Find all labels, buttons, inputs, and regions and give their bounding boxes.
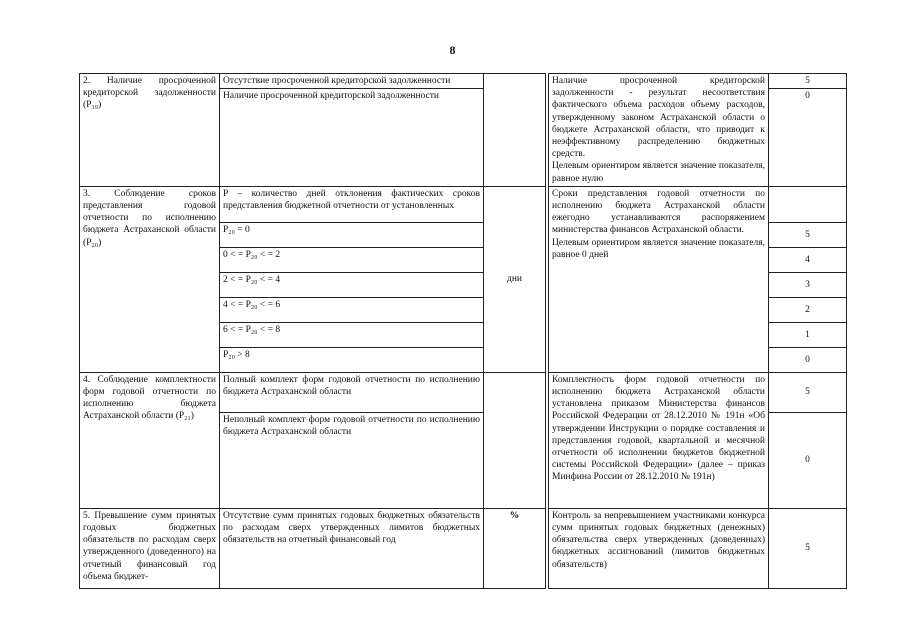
criterion-p20-intro: P – количество дней отклонения фактических сроков представления бюджетной отчетности от установленных [220,186,484,222]
comment-p20 [549,186,769,372]
unit-p22: % [484,508,546,588]
score-p22-1: 5 [769,508,847,588]
comment-p22: Контроль за непревышением участниками конкурса сумм принятых годовых бюджетных (денежных) обязательства сверх утвержденных (доведенных) бюджетных ассигнований (лимитов бюджетных обязательств) [549,508,769,588]
score-p20-2: 4 [769,247,847,272]
comment-p20-target: Целевым ориентиром является значение показателя, равное 0 дней [552,237,765,260]
comment-p21: Комплектность форм годовой отчетности по исполнению бюджета Астраханской области установлена приказом Министерства финансов Российской Федерации от 28.12.2010 № 191н «Об утверждении Инструкции о порядке составления и представления годовой, квартальной и месячной отчетности об исполнении бюджетов бюджетной системы Российской Федерации» (далее – приказ Минфина России от 28.12.2010 № 191н) [549,372,769,508]
criterion-p21-2: Неполный комплект форм годовой отчетности по исполнению бюджета Астраханской области [220,412,484,508]
criterion-p20-3: 2 < = P₂₀ < = 4 [220,272,484,297]
criterion-p19-2: Наличие просроченной кредиторской задолженности [220,89,484,186]
page-number: 8 [449,43,456,57]
indicator-p19: 2. Наличие просроченной кредиторской задолженности (P₁₉) [80,74,220,187]
score-p19-1: 5 [769,74,847,89]
score-p20-5: 1 [769,322,847,347]
criterion-p21-1: Полный комплект форм годовой отчетности по исполнению бюджета Астраханской области [220,372,484,412]
unit-p19 [484,74,546,187]
indicator-p21: 4. Соблюдение комплектности форм годовой отчетности по исполнению бюджета Астраханской области (P₂₁) [80,372,220,508]
indicator-p22: 5. Превышение сумм принятых годовых бюджетных обязательств по расходам сверх утвержденного (доведенного) на отчетный финансовый год объема бюджет- [80,508,220,588]
criterion-p22-1: Отсутствие сумм принятых годовых бюджетных обязательств по расходам сверх утвержденных лимитов бюджетных обязательств на отчетный финансовый год [220,508,484,588]
comment-p19-text: Наличие просроченной кредиторской задолженности - результат несоответствия фактического объема расходов объему расходов, утвержденному законом Астраханской области о бюджете Астраханской области, что приводит к неэффективному распределению бюджетных средств. [552,76,765,160]
comment-p19 [549,74,769,187]
unit-p20: дни [484,186,546,372]
score-p21-1: 5 [769,372,847,412]
score-p20-4: 2 [769,297,847,322]
criterion-p19-1: Отсутствие просроченной кредиторской задолженности [220,74,484,89]
indicator-p20: 3. Соблюдение сроков представления годовой отчетности по исполнению бюджета Астраханской области (P₂₀) [80,186,220,372]
score-p19-2: 0 [769,89,847,186]
comment-p19-target: Целевым ориентиром является значение показателя, равное нулю [552,161,765,184]
criteria-table [79,73,847,589]
score-p21-2: 0 [769,412,847,508]
score-p20-1: 5 [769,222,847,247]
criterion-p20-1: P₂₀ = 0 [220,222,484,247]
score-p20-6: 0 [769,347,847,372]
criterion-p20-6: P₂₀ > 8 [220,347,484,372]
criterion-p20-5: 6 < = P₂₀ < = 8 [220,322,484,347]
criterion-p20-2: 0 < = P₂₀ < = 2 [220,247,484,272]
comment-p20-text: Сроки представления годовой отчетности по исполнению бюджета Астраханской области ежегодно устанавливаются распоряжением министерства финансов Астраханской области. [552,188,765,236]
score-p20-3: 3 [769,272,847,297]
criterion-p20-4: 4 < = P₂₀ < = 6 [220,297,484,322]
unit-p21 [484,372,546,508]
